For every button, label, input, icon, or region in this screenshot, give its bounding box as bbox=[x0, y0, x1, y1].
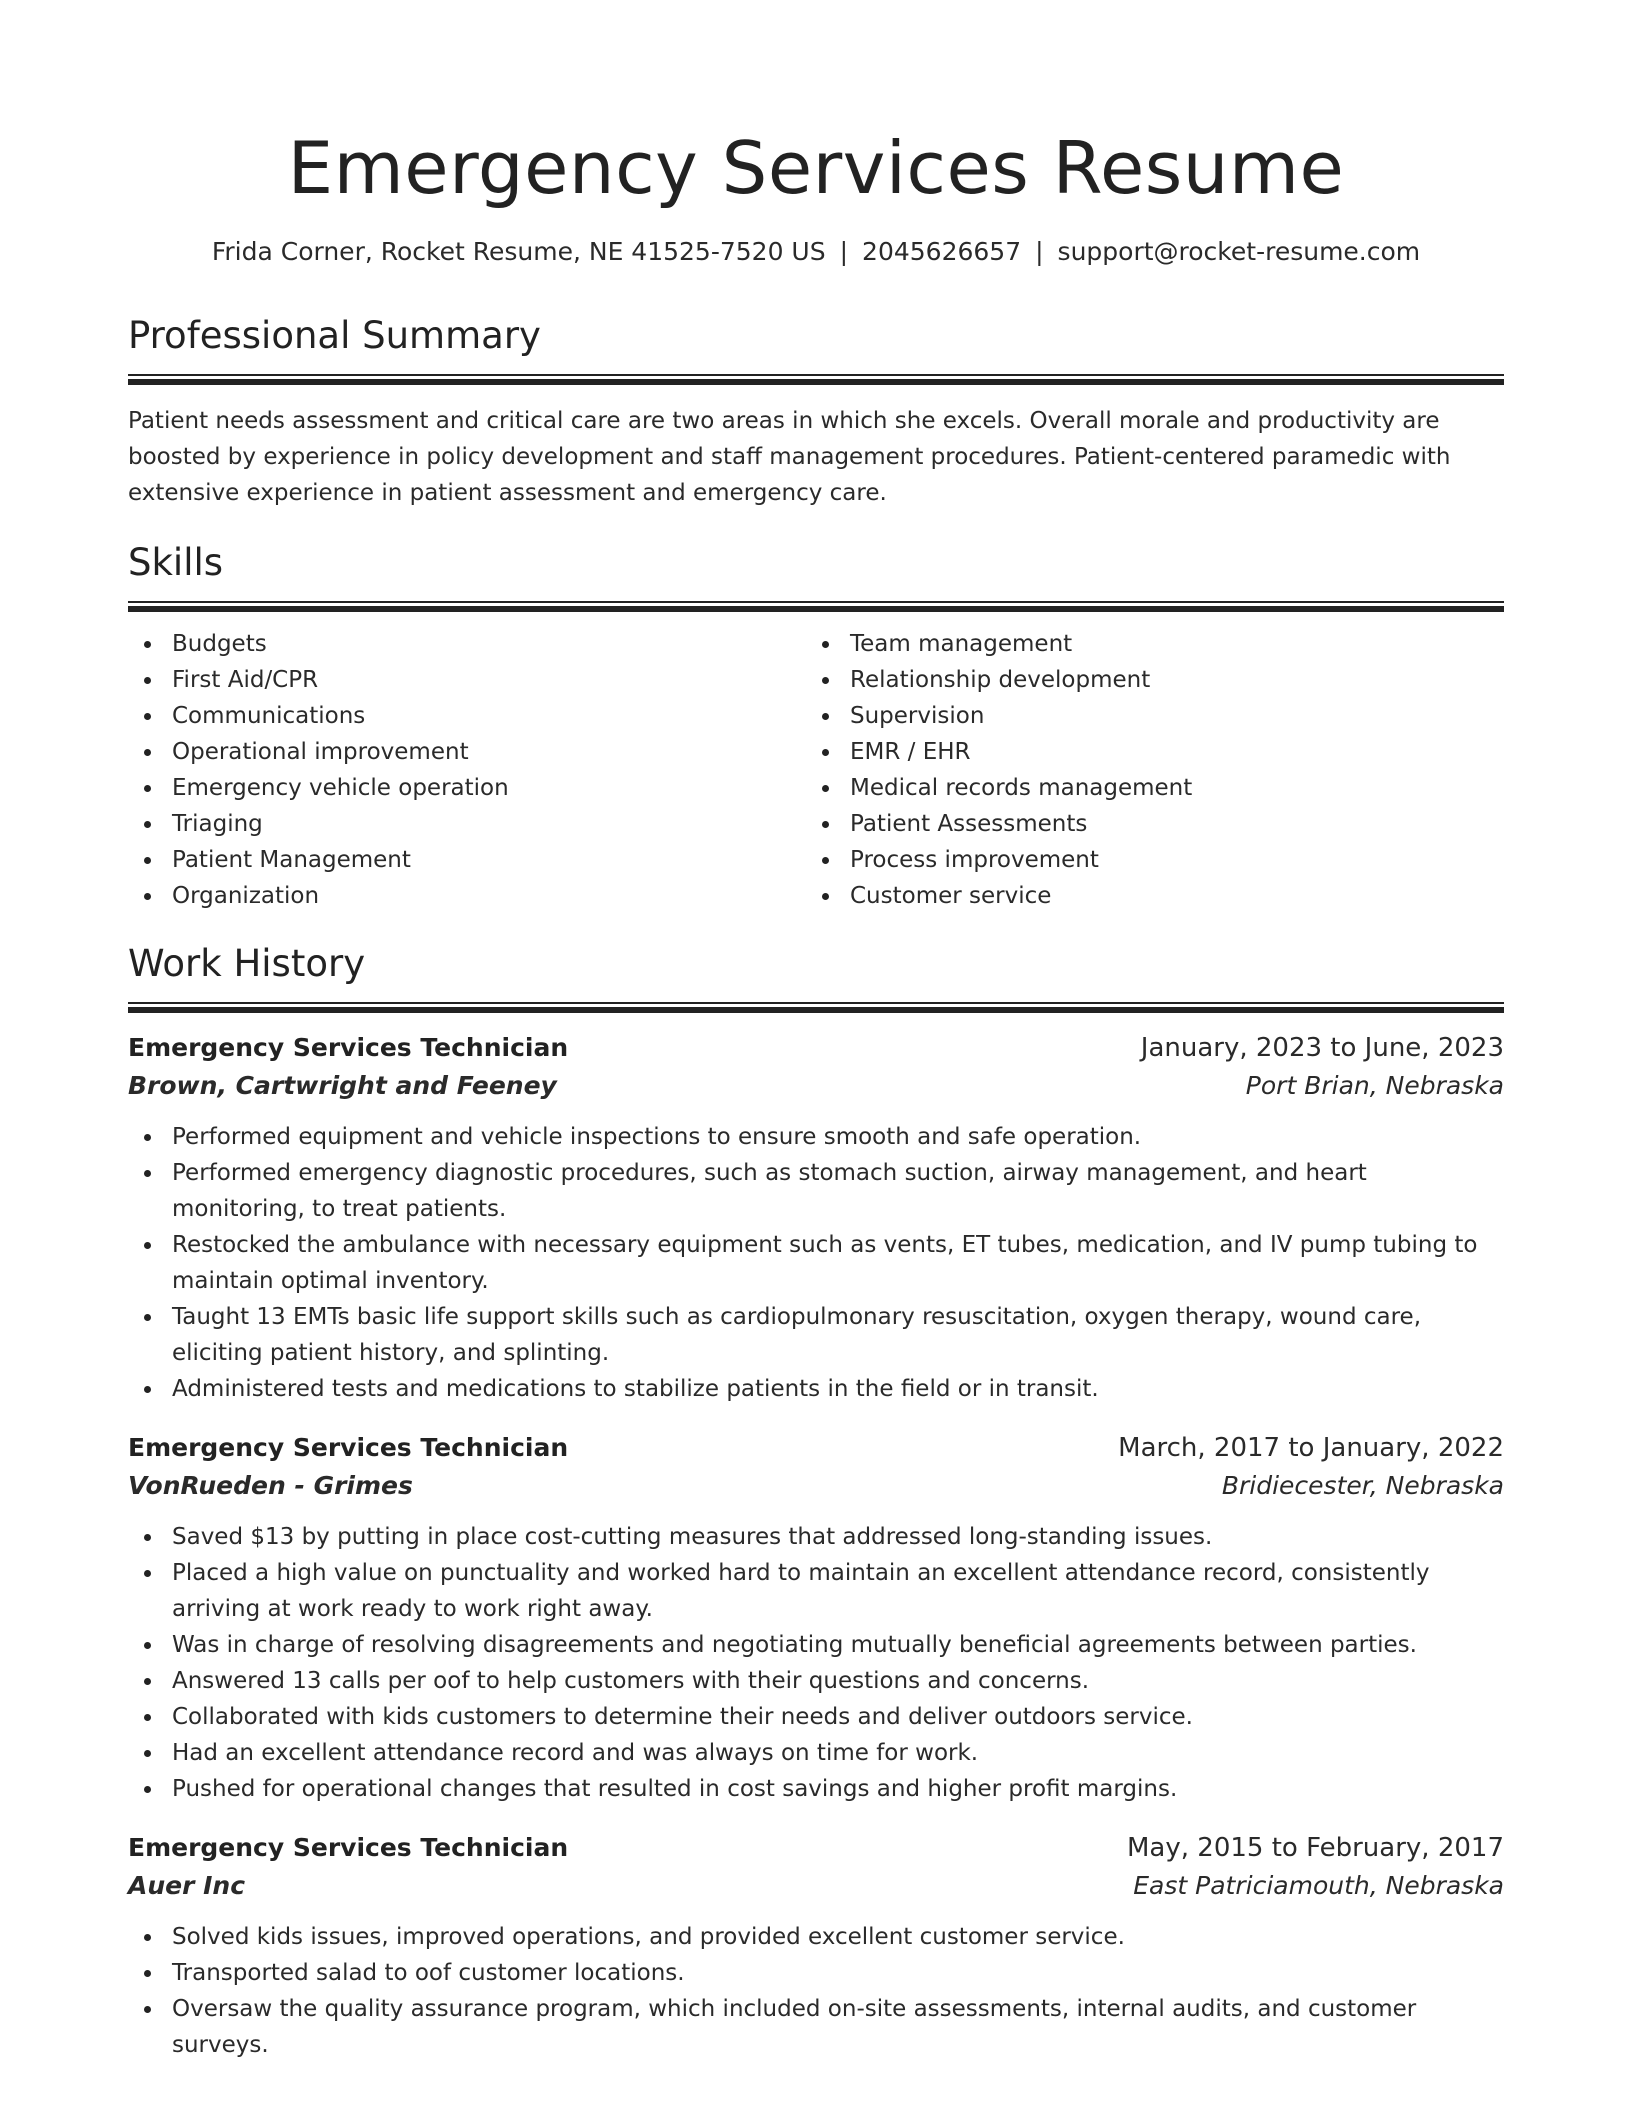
job-bullet: Performed equipment and vehicle inspections to ensure smooth and safe operation. bbox=[128, 1119, 1504, 1155]
job-bullets bbox=[128, 1519, 1504, 1807]
job-bullets bbox=[128, 1119, 1504, 1407]
skill-item: Team management bbox=[806, 626, 1484, 662]
section-heading-summary: Professional Summary bbox=[128, 314, 541, 357]
job-title: Emergency Services Technician bbox=[128, 1433, 569, 1462]
job-subheader bbox=[128, 1867, 1504, 1905]
work-history-section bbox=[128, 940, 1504, 2063]
skill-item: Customer service bbox=[806, 878, 1484, 914]
skill-item: EMR / EHR bbox=[806, 734, 1484, 770]
job-bullet: Restocked the ambulance with necessary equipment such as vents, ET tubes, medication, and IV pump tubing to maintain optimal inventory. bbox=[128, 1227, 1504, 1299]
skills-list-left bbox=[128, 626, 806, 914]
job-bullet: Transported salad to oof customer locations. bbox=[128, 1955, 1504, 1991]
contact-separator: | bbox=[839, 237, 849, 266]
summary-text: Patient needs assessment and critical care are two areas in which she excels. Overall morale and productivity are boosted by experience in policy development and staff management procedures. Patient-centered paramedic with extensive experience in patient assessment and emergency care. bbox=[128, 408, 1451, 506]
job-bullet: Saved $13 by putting in place cost-cutting measures that addressed long-standing issues. bbox=[128, 1519, 1504, 1555]
skill-item: Medical records management bbox=[806, 770, 1484, 806]
job-subheader bbox=[128, 1067, 1504, 1105]
job-company: Brown, Cartwright and Feeney bbox=[128, 1071, 557, 1100]
job-location: East Patriciamouth, Nebraska bbox=[1133, 1871, 1504, 1900]
skill-item: Process improvement bbox=[806, 842, 1484, 878]
section-divider bbox=[128, 1002, 1504, 1013]
job-bullet: Taught 13 EMTs basic life support skills such as cardiopulmonary resuscitation, oxygen therapy, wound care, eliciting patient history, and splinting. bbox=[128, 1299, 1504, 1371]
job-bullet: Placed a high value on punctuality and worked hard to maintain an excellent attendance record, consistently arriving at work ready to work right away. bbox=[128, 1555, 1504, 1627]
job-title: Emergency Services Technician bbox=[128, 1833, 569, 1862]
section-divider bbox=[128, 374, 1504, 385]
job-title: Emergency Services Technician bbox=[128, 1033, 569, 1062]
job-subheader bbox=[128, 1467, 1504, 1505]
resume-title: Emergency Services Resume bbox=[287, 126, 1345, 210]
skills-section bbox=[128, 539, 1504, 914]
job-entry bbox=[128, 1429, 1504, 1807]
job-bullet: Was in charge of resolving disagreements and negotiating mutually beneficial agreements between parties. bbox=[128, 1627, 1504, 1663]
job-dates: March, 2017 to January, 2022 bbox=[1118, 1433, 1504, 1463]
skill-item: Patient Management bbox=[128, 842, 806, 878]
job-location: Port Brian, Nebraska bbox=[1245, 1071, 1504, 1100]
section-heading-skills: Skills bbox=[128, 541, 224, 584]
job-bullet: Answered 13 calls per oof to help customers with their questions and concerns. bbox=[128, 1663, 1504, 1699]
contact-line bbox=[128, 234, 1504, 270]
section-divider bbox=[128, 601, 1504, 612]
skill-item: Budgets bbox=[128, 626, 806, 662]
job-entry bbox=[128, 1029, 1504, 1407]
skill-item: Emergency vehicle operation bbox=[128, 770, 806, 806]
job-bullet: Had an excellent attendance record and was always on time for work. bbox=[128, 1735, 1504, 1771]
skill-item: Relationship development bbox=[806, 662, 1484, 698]
job-bullet: Collaborated with kids customers to determine their needs and deliver outdoors service. bbox=[128, 1699, 1504, 1735]
contact-address: Frida Corner, Rocket Resume, NE 41525-7520 US bbox=[211, 237, 826, 266]
job-dates: May, 2015 to February, 2017 bbox=[1127, 1833, 1504, 1863]
job-bullet: Oversaw the quality assurance program, which included on-site assessments, internal audits, and customer surveys. bbox=[128, 1991, 1504, 2063]
contact-email[interactable]: support@rocket-resume.com bbox=[1057, 237, 1421, 266]
job-bullet: Performed emergency diagnostic procedures, such as stomach suction, airway management, and heart monitoring, to treat patients. bbox=[128, 1155, 1504, 1227]
job-bullets bbox=[128, 1919, 1504, 2063]
skill-item: First Aid/CPR bbox=[128, 662, 806, 698]
skills-list-right bbox=[806, 626, 1484, 914]
job-header bbox=[128, 1829, 1504, 1867]
contact-separator: | bbox=[1035, 237, 1044, 266]
job-bullet: Pushed for operational changes that resulted in cost savings and higher profit margins. bbox=[128, 1771, 1504, 1807]
job-location: Bridiecester, Nebraska bbox=[1221, 1471, 1504, 1500]
job-dates: January, 2023 to June, 2023 bbox=[1140, 1033, 1504, 1063]
job-header bbox=[128, 1429, 1504, 1467]
resume-page bbox=[128, 0, 1504, 2063]
skill-item: Patient Assessments bbox=[806, 806, 1484, 842]
skill-item: Supervision bbox=[806, 698, 1484, 734]
job-bullet: Administered tests and medications to stabilize patients in the field or in transit. bbox=[128, 1371, 1504, 1407]
skill-item: Operational improvement bbox=[128, 734, 806, 770]
job-company: Auer Inc bbox=[128, 1871, 246, 1900]
skill-item: Communications bbox=[128, 698, 806, 734]
skill-item: Organization bbox=[128, 878, 806, 914]
job-company: VonRueden - Grimes bbox=[128, 1471, 413, 1500]
contact-phone: 2045626657 bbox=[862, 237, 1022, 266]
skill-item: Triaging bbox=[128, 806, 806, 842]
summary-section bbox=[128, 312, 1504, 511]
job-bullet: Solved kids issues, improved operations, and provided excellent customer service. bbox=[128, 1919, 1504, 1955]
job-header bbox=[128, 1029, 1504, 1067]
job-entry bbox=[128, 1829, 1504, 2063]
section-heading-work-history: Work History bbox=[128, 942, 366, 985]
skills-columns bbox=[128, 626, 1504, 914]
